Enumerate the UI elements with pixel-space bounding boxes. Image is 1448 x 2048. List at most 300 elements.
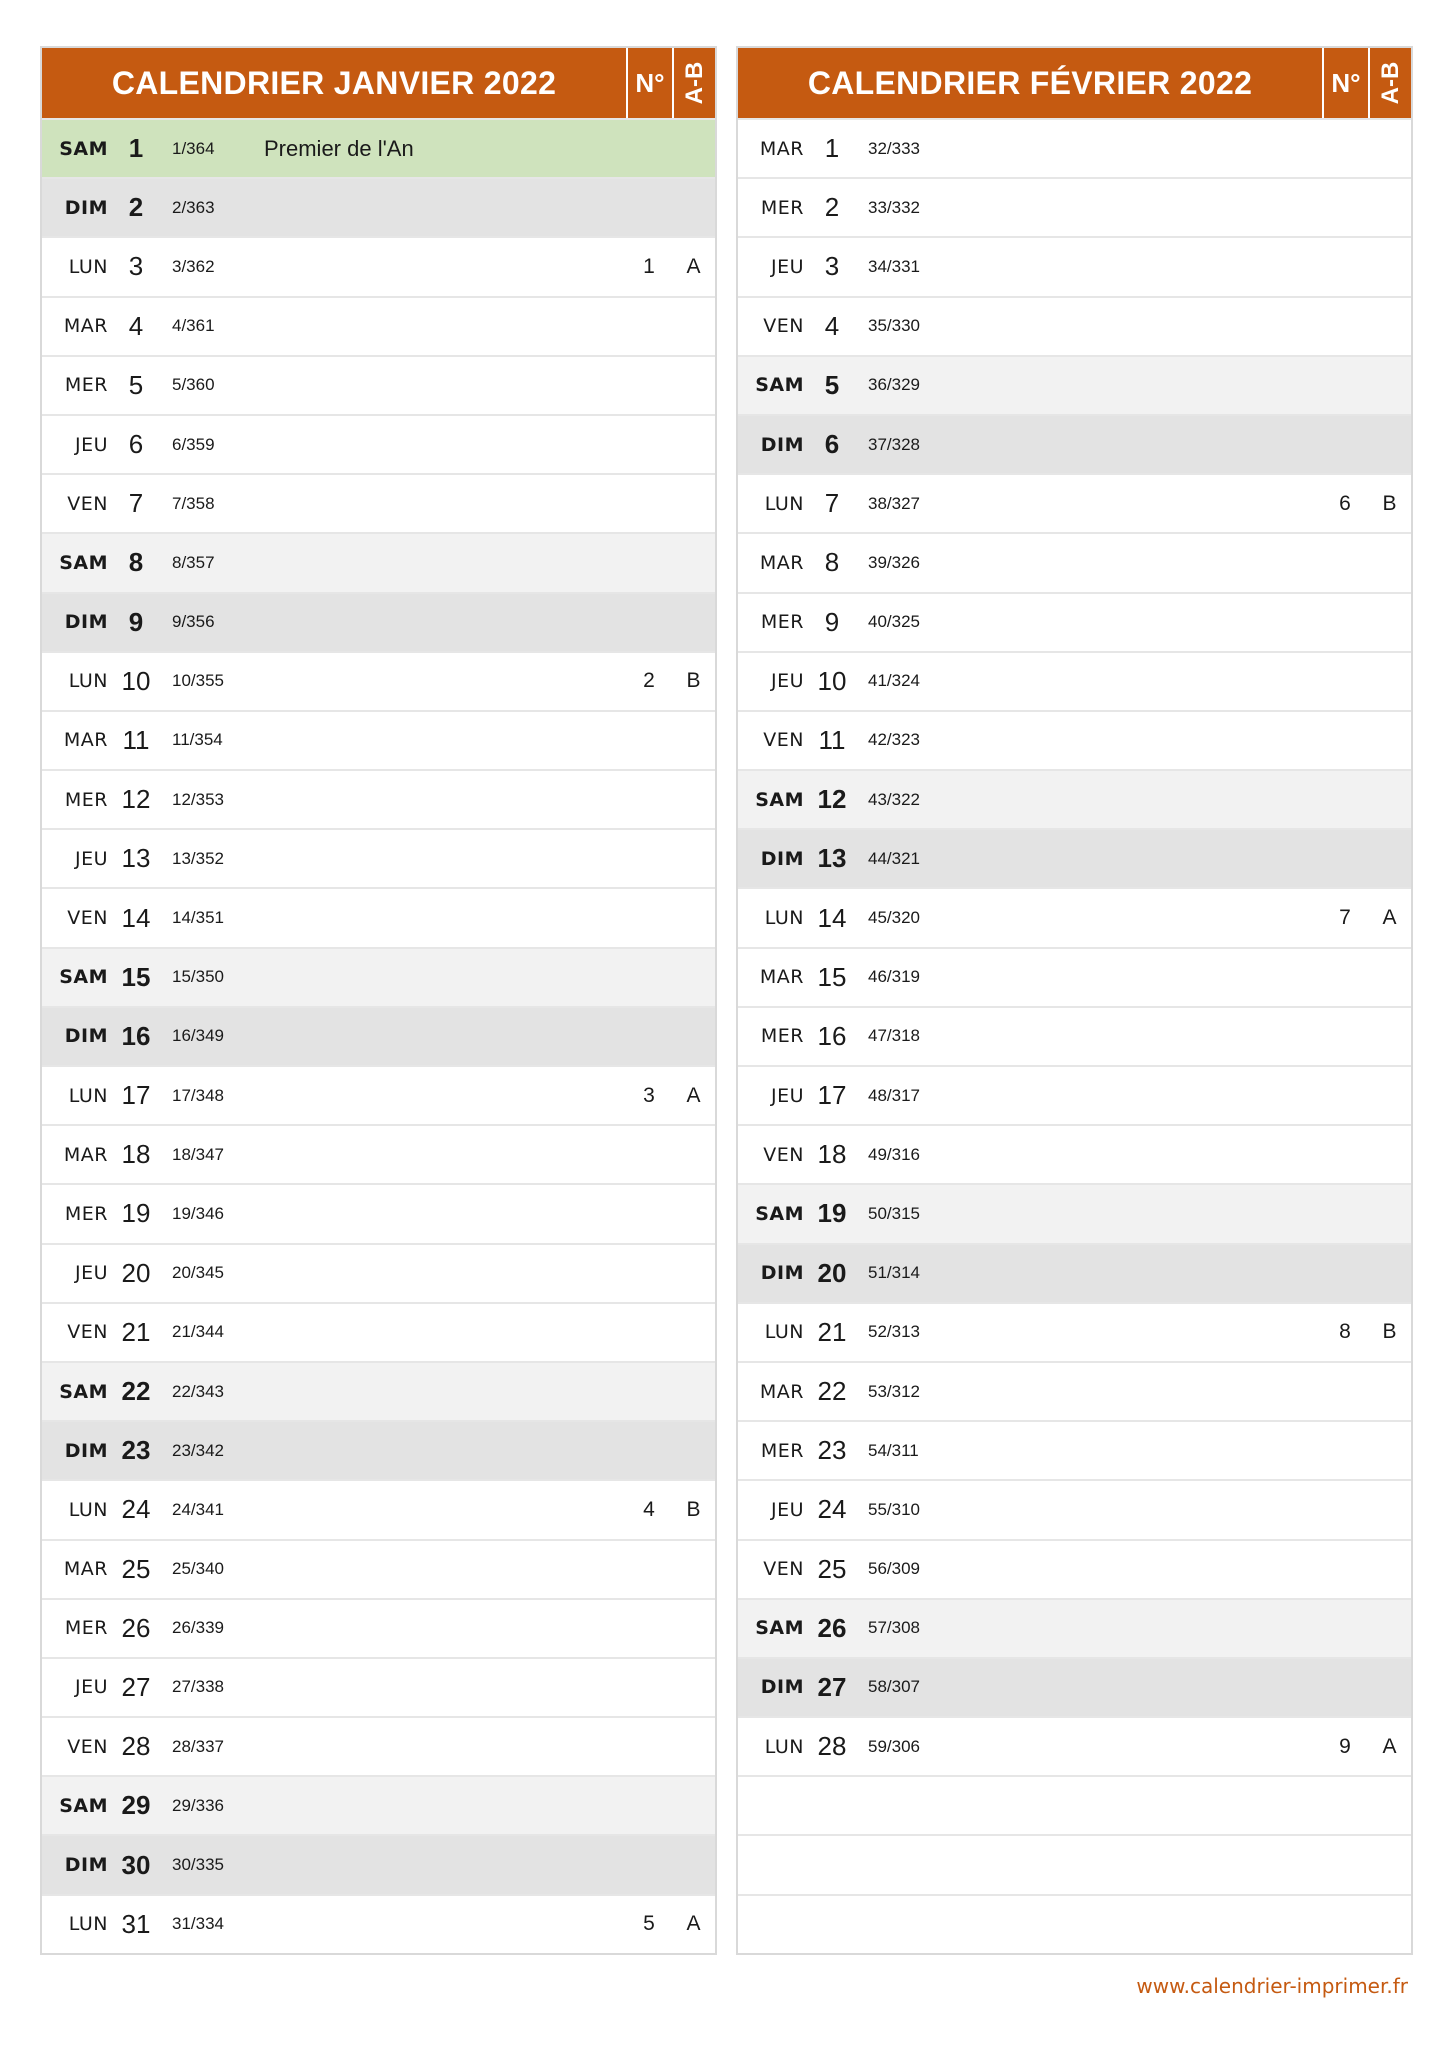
day-row xyxy=(738,1243,1411,1302)
day-of-year: 34/331 xyxy=(868,256,920,276)
day-of-year: 32/333 xyxy=(868,138,920,158)
ab-week xyxy=(672,712,715,769)
day-row xyxy=(42,473,715,532)
month-header xyxy=(42,48,715,118)
week-number xyxy=(1322,1126,1368,1183)
day-number: 24 xyxy=(817,1494,847,1525)
day-of-week: VEN xyxy=(67,1735,108,1758)
day-row xyxy=(738,592,1411,651)
day-number: 14 xyxy=(817,902,847,933)
day-of-week: VEN xyxy=(67,1321,108,1344)
ab-week xyxy=(672,1777,715,1834)
week-number xyxy=(1322,1600,1368,1657)
day-of-week: JEU xyxy=(770,255,804,278)
day-number: 9 xyxy=(824,606,840,637)
week-number xyxy=(1322,830,1368,887)
week-number-header: N° xyxy=(626,48,672,118)
day-number: 11 xyxy=(818,724,846,755)
day-of-year: 51/314 xyxy=(868,1263,920,1283)
week-number xyxy=(626,1718,672,1775)
week-number xyxy=(626,949,672,1006)
day-number: 23 xyxy=(817,1435,847,1466)
week-number xyxy=(1322,594,1368,651)
day-of-week: MER xyxy=(760,611,804,634)
day-row xyxy=(738,651,1411,710)
week-number xyxy=(1322,1185,1368,1242)
day-row xyxy=(42,236,715,295)
day-of-year: 52/313 xyxy=(868,1322,920,1342)
ab-week xyxy=(672,1008,715,1065)
week-number xyxy=(626,179,672,236)
day-of-year: 10/355 xyxy=(172,671,224,691)
ab-week xyxy=(1368,238,1411,295)
day-row xyxy=(738,532,1411,591)
week-number xyxy=(1322,949,1368,1006)
ab-week xyxy=(1368,357,1411,414)
day-number: 12 xyxy=(121,784,151,815)
day-number: 9 xyxy=(128,606,144,637)
day-number: 28 xyxy=(817,1731,847,1762)
week-number xyxy=(1322,1008,1368,1065)
day-number: 18 xyxy=(817,1139,847,1170)
day-number: 25 xyxy=(817,1553,847,1584)
day-of-week: DIM xyxy=(760,847,804,870)
day-of-week: DIM xyxy=(64,611,108,634)
day-of-year: 38/327 xyxy=(868,493,920,513)
day-number: 20 xyxy=(817,1257,847,1288)
day-of-week: SAM xyxy=(59,137,108,160)
day-row xyxy=(738,414,1411,473)
ab-week: B xyxy=(1382,491,1397,515)
week-number: 8 xyxy=(1339,1320,1351,1344)
day-of-week: MER xyxy=(760,1439,804,1462)
day-of-year: 26/339 xyxy=(172,1618,224,1638)
day-of-week: MAR xyxy=(759,1380,804,1403)
week-number xyxy=(626,1600,672,1657)
week-number xyxy=(626,1363,672,1420)
day-row xyxy=(738,118,1411,177)
empty-row xyxy=(738,1894,1411,1953)
ab-week: A xyxy=(686,254,701,278)
ab-week xyxy=(1368,120,1411,177)
day-row xyxy=(738,355,1411,414)
ab-week xyxy=(672,1185,715,1242)
day-number: 4 xyxy=(824,310,840,341)
day-row xyxy=(738,1361,1411,1420)
day-of-year: 20/345 xyxy=(172,1263,224,1283)
day-of-year: 39/326 xyxy=(868,552,920,572)
week-number: 7 xyxy=(1339,906,1351,930)
day-row xyxy=(42,1775,715,1834)
calendar-january xyxy=(40,46,717,1955)
day-of-year: 50/315 xyxy=(868,1203,920,1223)
day-number: 3 xyxy=(128,251,144,282)
day-of-week: MAR xyxy=(759,551,804,574)
day-of-year: 12/353 xyxy=(172,789,224,809)
day-number: 10 xyxy=(121,665,151,696)
day-of-year: 28/337 xyxy=(172,1736,224,1756)
ab-week: A xyxy=(1382,906,1397,930)
day-number: 24 xyxy=(121,1494,151,1525)
day-number: 13 xyxy=(121,843,151,874)
day-of-year: 44/321 xyxy=(868,848,920,868)
day-of-week: JEU xyxy=(74,433,108,456)
day-of-year: 17/348 xyxy=(172,1085,224,1105)
week-number xyxy=(1322,534,1368,591)
day-of-year: 11/354 xyxy=(172,730,223,750)
day-number: 17 xyxy=(817,1080,847,1111)
ab-week xyxy=(1368,830,1411,887)
day-of-week: JEU xyxy=(770,1498,804,1521)
day-number: 26 xyxy=(121,1612,151,1643)
ab-week xyxy=(672,1600,715,1657)
ab-week xyxy=(1368,1126,1411,1183)
ab-week xyxy=(672,1245,715,1302)
day-of-year: 9/356 xyxy=(172,612,215,632)
day-rows xyxy=(738,118,1411,1953)
day-of-week: DIM xyxy=(760,1676,804,1699)
day-number: 5 xyxy=(824,369,840,400)
day-row xyxy=(42,1894,715,1953)
day-number: 22 xyxy=(121,1376,151,1407)
week-number xyxy=(626,1422,672,1479)
day-of-year: 19/346 xyxy=(172,1203,224,1223)
day-of-week: LUN xyxy=(68,1913,108,1936)
day-of-week: SAM xyxy=(59,966,108,989)
day-of-year: 18/347 xyxy=(172,1144,224,1164)
day-number: 20 xyxy=(121,1257,151,1288)
day-of-year: 1/364 xyxy=(172,138,215,158)
ab-week xyxy=(672,416,715,473)
ab-week xyxy=(1368,298,1411,355)
week-number xyxy=(626,534,672,591)
day-row xyxy=(738,887,1411,946)
ab-week-header-label: A-B xyxy=(680,61,708,105)
ab-week xyxy=(1368,1185,1411,1242)
day-row xyxy=(738,1716,1411,1775)
day-row xyxy=(42,1243,715,1302)
day-of-week: DIM xyxy=(64,1439,108,1462)
day-of-week: VEN xyxy=(763,1143,804,1166)
day-of-year: 25/340 xyxy=(172,1559,224,1579)
day-of-week: VEN xyxy=(763,729,804,752)
day-of-year: 21/344 xyxy=(172,1322,224,1342)
ab-week xyxy=(672,179,715,236)
day-row xyxy=(42,887,715,946)
day-row xyxy=(738,177,1411,236)
day-row xyxy=(42,1539,715,1598)
ab-week xyxy=(672,1304,715,1361)
week-number xyxy=(1322,1245,1368,1302)
day-row xyxy=(42,710,715,769)
day-of-year: 2/363 xyxy=(172,197,215,217)
week-number xyxy=(1322,712,1368,769)
day-of-week: JEU xyxy=(74,1676,108,1699)
day-of-week: JEU xyxy=(74,847,108,870)
day-of-week: MAR xyxy=(63,729,108,752)
week-number xyxy=(1322,653,1368,710)
day-row xyxy=(738,947,1411,1006)
day-number: 21 xyxy=(121,1316,151,1347)
day-of-week: DIM xyxy=(64,196,108,219)
day-of-year: 7/358 xyxy=(172,493,215,513)
ab-week-header xyxy=(1368,48,1411,118)
ab-week xyxy=(1368,712,1411,769)
ab-week: B xyxy=(686,1497,701,1521)
day-row xyxy=(42,1006,715,1065)
week-number xyxy=(626,357,672,414)
ab-week xyxy=(1368,1008,1411,1065)
day-of-year: 53/312 xyxy=(868,1381,920,1401)
week-number xyxy=(1322,1422,1368,1479)
week-number xyxy=(626,1304,672,1361)
day-of-year: 54/311 xyxy=(868,1440,919,1460)
ab-week xyxy=(1368,1067,1411,1124)
day-number: 5 xyxy=(128,369,144,400)
day-of-year: 6/359 xyxy=(172,434,215,454)
ab-week-header xyxy=(672,48,715,118)
week-number-header: N° xyxy=(1322,48,1368,118)
day-of-week: MAR xyxy=(63,1143,108,1166)
week-number: 4 xyxy=(643,1497,655,1521)
day-row xyxy=(738,236,1411,295)
day-row xyxy=(42,1361,715,1420)
day-of-year: 35/330 xyxy=(868,316,920,336)
day-of-year: 22/343 xyxy=(172,1381,224,1401)
week-number: 9 xyxy=(1339,1734,1351,1758)
day-of-year: 41/324 xyxy=(868,671,920,691)
day-row xyxy=(738,473,1411,532)
day-of-week: LUN xyxy=(764,1321,804,1344)
day-number: 15 xyxy=(121,961,151,992)
day-of-week: VEN xyxy=(67,907,108,930)
day-of-week: LUN xyxy=(764,907,804,930)
day-of-week: SAM xyxy=(755,1202,804,1225)
day-row xyxy=(42,1479,715,1538)
day-of-year: 23/342 xyxy=(172,1440,224,1460)
day-number: 17 xyxy=(121,1080,151,1111)
ab-week xyxy=(672,1836,715,1893)
day-number: 21 xyxy=(817,1316,847,1347)
ab-week: A xyxy=(1382,1734,1397,1758)
ab-week xyxy=(1368,534,1411,591)
day-number: 25 xyxy=(121,1553,151,1584)
day-number: 4 xyxy=(128,310,144,341)
day-number: 15 xyxy=(817,961,847,992)
month-title: CALENDRIER FÉVRIER 2022 xyxy=(807,65,1253,101)
day-of-year: 56/309 xyxy=(868,1559,920,1579)
week-number xyxy=(626,416,672,473)
ab-week xyxy=(672,1422,715,1479)
day-of-year: 55/310 xyxy=(868,1499,920,1519)
day-of-week: MAR xyxy=(759,137,804,160)
day-row xyxy=(738,1302,1411,1361)
day-row xyxy=(42,177,715,236)
day-row xyxy=(738,769,1411,828)
day-of-week: VEN xyxy=(763,1558,804,1581)
day-number: 27 xyxy=(121,1671,151,1702)
day-row xyxy=(42,1657,715,1716)
day-of-week: LUN xyxy=(68,670,108,693)
week-number xyxy=(1322,120,1368,177)
ab-week xyxy=(1368,1422,1411,1479)
day-of-week: SAM xyxy=(59,1380,108,1403)
day-of-week: JEU xyxy=(770,1084,804,1107)
day-row xyxy=(738,1479,1411,1538)
ab-week xyxy=(1368,1600,1411,1657)
day-of-week: MER xyxy=(64,374,108,397)
week-number xyxy=(1322,416,1368,473)
day-number: 19 xyxy=(817,1198,847,1229)
ab-week xyxy=(672,830,715,887)
week-number xyxy=(626,120,672,177)
week-number: 1 xyxy=(643,254,655,278)
ab-week xyxy=(1368,1363,1411,1420)
day-row xyxy=(738,296,1411,355)
day-number: 31 xyxy=(121,1908,151,1939)
day-of-week: LUN xyxy=(764,492,804,515)
ab-week: A xyxy=(686,1083,701,1107)
week-number xyxy=(626,1659,672,1716)
day-row xyxy=(738,1539,1411,1598)
day-row xyxy=(738,1183,1411,1242)
day-of-year: 46/319 xyxy=(868,967,920,987)
ab-week xyxy=(1368,1541,1411,1598)
day-of-year: 57/308 xyxy=(868,1618,920,1638)
week-number xyxy=(626,1126,672,1183)
day-of-year: 27/338 xyxy=(172,1677,224,1697)
day-of-week: DIM xyxy=(760,1262,804,1285)
week-number xyxy=(626,771,672,828)
day-number: 14 xyxy=(121,902,151,933)
ab-week xyxy=(672,1363,715,1420)
week-number xyxy=(626,1777,672,1834)
day-of-year: 37/328 xyxy=(868,434,920,454)
week-number xyxy=(1322,298,1368,355)
ab-week xyxy=(672,357,715,414)
week-number xyxy=(626,889,672,946)
day-of-week: LUN xyxy=(68,1498,108,1521)
day-of-week: MAR xyxy=(63,315,108,338)
ab-week xyxy=(1368,1245,1411,1302)
day-number: 8 xyxy=(824,547,840,578)
day-of-year: 58/307 xyxy=(868,1677,920,1697)
day-row xyxy=(42,1420,715,1479)
day-of-year: 43/322 xyxy=(868,789,920,809)
ab-week xyxy=(672,1659,715,1716)
day-note: Premier de l'An xyxy=(264,135,414,161)
day-number: 16 xyxy=(817,1020,847,1051)
week-number xyxy=(626,1836,672,1893)
day-of-week: VEN xyxy=(763,315,804,338)
day-row xyxy=(738,1657,1411,1716)
day-of-year: 33/332 xyxy=(868,197,920,217)
month-header xyxy=(738,48,1411,118)
day-of-year: 40/325 xyxy=(868,612,920,632)
ab-week xyxy=(1368,771,1411,828)
day-of-week: SAM xyxy=(755,374,804,397)
day-row xyxy=(42,592,715,651)
week-number xyxy=(1322,1481,1368,1538)
day-number: 26 xyxy=(817,1612,847,1643)
day-row xyxy=(738,828,1411,887)
week-number xyxy=(626,1185,672,1242)
day-row xyxy=(738,1420,1411,1479)
day-of-year: 3/362 xyxy=(172,256,215,276)
day-of-year: 4/361 xyxy=(172,316,215,336)
ab-week xyxy=(672,949,715,1006)
day-of-year: 45/320 xyxy=(868,908,920,928)
day-of-year: 5/360 xyxy=(172,375,215,395)
day-row xyxy=(42,118,715,177)
day-of-week: DIM xyxy=(760,433,804,456)
day-row xyxy=(42,769,715,828)
ab-week xyxy=(672,534,715,591)
day-row xyxy=(42,1302,715,1361)
day-number: 7 xyxy=(128,488,144,519)
week-number xyxy=(1322,1067,1368,1124)
day-of-year: 15/350 xyxy=(172,967,224,987)
day-of-year: 29/336 xyxy=(172,1795,224,1815)
week-number xyxy=(1322,238,1368,295)
day-row xyxy=(42,414,715,473)
ab-week: A xyxy=(686,1912,701,1936)
website-link[interactable]: www.calendrier-imprimer.fr xyxy=(1136,1974,1408,1998)
day-of-year: 47/318 xyxy=(868,1026,920,1046)
day-rows xyxy=(42,118,715,1953)
day-of-year: 42/323 xyxy=(868,730,920,750)
week-number xyxy=(1322,179,1368,236)
ab-week xyxy=(1368,1481,1411,1538)
day-row xyxy=(738,1124,1411,1183)
day-row xyxy=(42,1183,715,1242)
day-row xyxy=(42,355,715,414)
ab-week xyxy=(672,1126,715,1183)
day-number: 29 xyxy=(121,1790,151,1821)
week-number xyxy=(1322,1363,1368,1420)
day-of-week: JEU xyxy=(770,670,804,693)
day-row xyxy=(42,1834,715,1893)
day-number: 2 xyxy=(128,192,144,223)
ab-week: B xyxy=(686,669,701,693)
day-number: 1 xyxy=(824,133,840,164)
calendar-february xyxy=(736,46,1413,1955)
day-number: 11 xyxy=(122,724,150,755)
week-number: 3 xyxy=(643,1083,655,1107)
week-number xyxy=(626,1541,672,1598)
day-number: 12 xyxy=(817,784,847,815)
day-of-week: MER xyxy=(760,1025,804,1048)
ab-week xyxy=(672,120,715,177)
day-of-year: 31/334 xyxy=(172,1914,224,1934)
day-number: 6 xyxy=(824,429,840,460)
day-of-year: 30/335 xyxy=(172,1855,224,1875)
week-number xyxy=(1322,1541,1368,1598)
day-number: 16 xyxy=(121,1020,151,1051)
ab-week-header-label: A-B xyxy=(1376,61,1404,105)
day-row xyxy=(42,1065,715,1124)
week-number xyxy=(626,475,672,532)
day-row xyxy=(42,296,715,355)
day-of-year: 36/329 xyxy=(868,375,920,395)
day-of-year: 16/349 xyxy=(172,1026,224,1046)
ab-week xyxy=(1368,949,1411,1006)
empty-row xyxy=(738,1834,1411,1893)
day-of-week: LUN xyxy=(68,1084,108,1107)
day-row xyxy=(42,947,715,1006)
day-row xyxy=(42,1124,715,1183)
ab-week xyxy=(672,475,715,532)
